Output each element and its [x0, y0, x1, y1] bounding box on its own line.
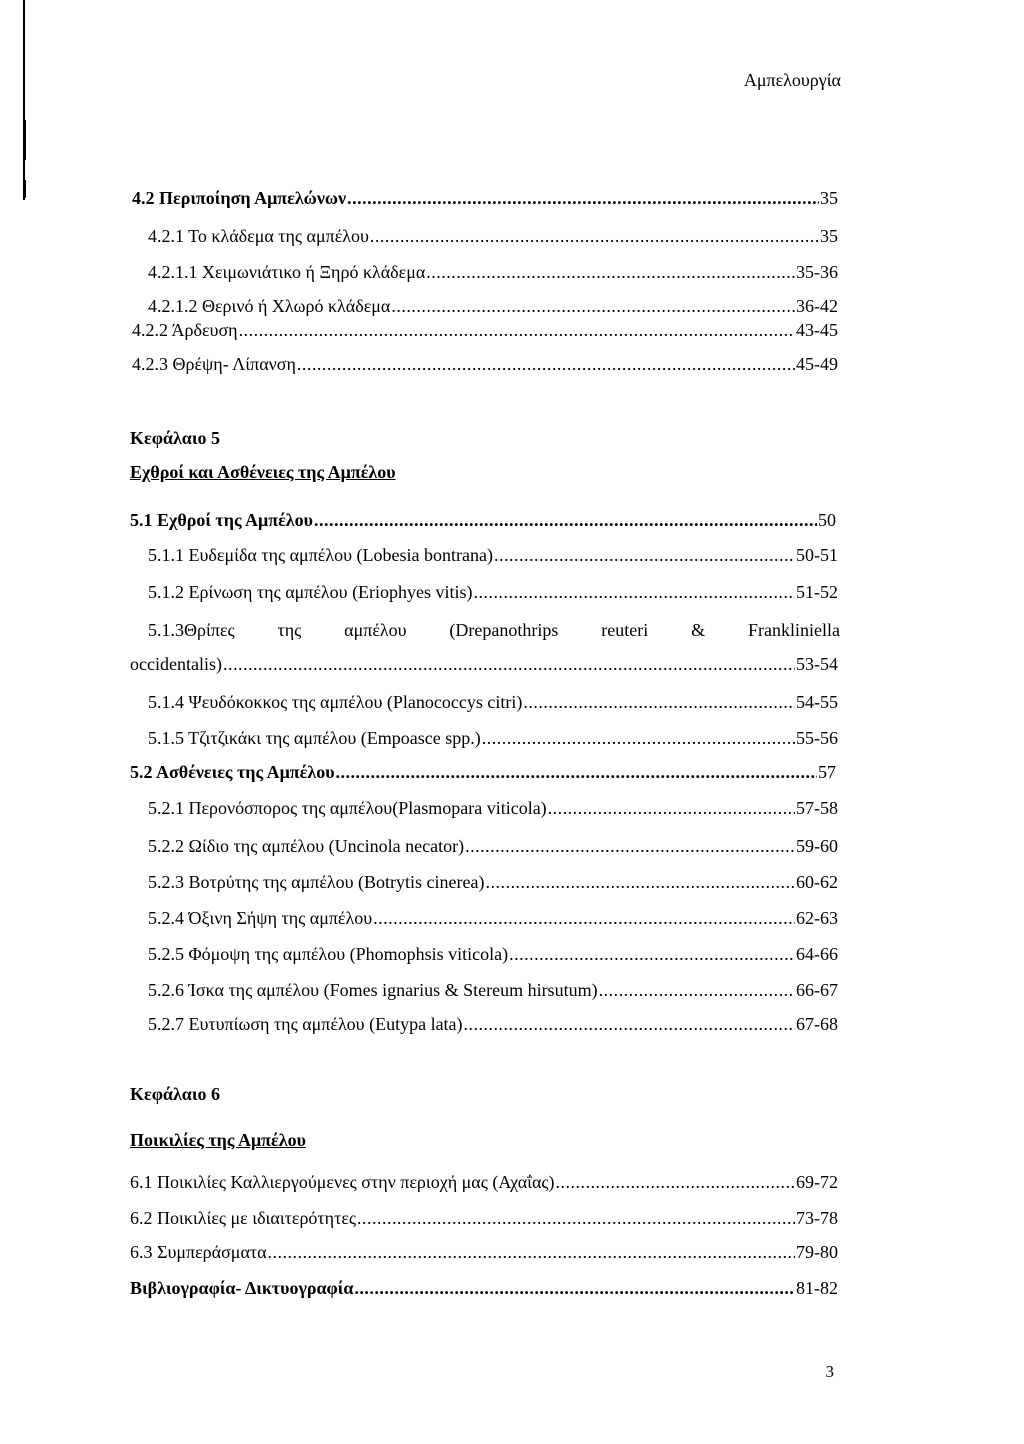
scan-margin-line — [23, 0, 25, 200]
leader-dots — [465, 836, 795, 857]
leader-dots — [523, 692, 795, 713]
leader-dots — [336, 762, 817, 783]
toc-entry[interactable] — [130, 1278, 838, 1304]
toc-entry-page: 79-80 — [796, 1242, 838, 1262]
toc-entry-label: 5.2.6 Ίσκα της αμπέλου (Fomes ignarius & Stereum hirsutum) — [148, 980, 598, 1000]
toc-entry-page: 66-67 — [796, 980, 838, 1000]
toc-entry-page: 54-55 — [796, 692, 838, 712]
chapter-subtitle: Ποικιλίες της Αμπέλου — [130, 1130, 306, 1150]
scan-margin-mark — [23, 180, 26, 198]
toc-entry-page: 50 — [818, 510, 836, 530]
toc-entry[interactable] — [132, 188, 838, 214]
leader-dots — [297, 354, 795, 375]
toc-entry-label: 5.1.1 Ευδεμίδα της αμπέλου (Lobesia bontrana) — [148, 545, 493, 565]
toc-entry-page: 73-78 — [796, 1208, 838, 1228]
toc-entry-label: Βιβλιογραφία- Δικτυογραφία — [130, 1278, 354, 1298]
leader-dots — [556, 1172, 795, 1193]
scan-margin-mark — [23, 120, 26, 160]
leader-dots — [314, 510, 817, 531]
running-header: Αμπελουργία — [743, 70, 841, 90]
leader-dots — [482, 728, 795, 749]
leader-dots — [548, 798, 795, 819]
toc-entry[interactable] — [148, 908, 838, 934]
leader-dots — [354, 1278, 795, 1299]
toc-entry-label: 5.2.5 Φόμοψη της αμπέλου (Phomophsis viticola) — [148, 944, 509, 964]
toc-entry-page: 35 — [820, 188, 838, 208]
toc-entry-label: 4.2.1.1 Χειμωνιάτικο ή Ξηρό κλάδεμα — [148, 262, 426, 282]
toc-entry-page: 57-58 — [796, 798, 838, 818]
chapter-title: Κεφάλαιο 6 — [130, 1084, 220, 1104]
toc-entry[interactable] — [130, 1242, 838, 1268]
toc-entry-page: 45-49 — [796, 354, 838, 374]
toc-entry-page: 64-66 — [796, 944, 838, 964]
toc-entry-page: 81-82 — [796, 1278, 838, 1298]
toc-entry-page: 59-60 — [796, 836, 838, 856]
leader-dots — [474, 582, 795, 603]
toc-entry-page: 62-63 — [796, 908, 838, 928]
toc-entry-label: 5.1.2 Ερίνωση της αμπέλου (Eriophyes vitis) — [148, 582, 473, 602]
toc-entry-label: 4.2.2 Άρδευση — [132, 320, 238, 340]
toc-entry-label: 4.2.1.2 Θερινό ή Χλωρό κλάδεμα — [148, 296, 391, 316]
toc-entry-label: 6.1 Ποικιλίες Καλλιεργούμενες στην περιοχή μας (Αχαΐας) — [130, 1172, 555, 1192]
toc-entry-label: 4.2 Περιποίηση Αμπελώνων — [132, 188, 347, 208]
toc-entry-label: occidentalis) — [130, 654, 222, 674]
toc-entry[interactable] — [130, 1172, 838, 1198]
leader-dots — [426, 262, 795, 283]
toc-entry-label: 5.2.1 Περονόσπορος της αμπέλου(Plasmopara viticola) — [148, 798, 547, 818]
leader-dots — [486, 872, 796, 893]
toc-entry[interactable] — [130, 762, 836, 788]
toc-entry[interactable] — [130, 510, 836, 536]
toc-entry[interactable] — [148, 545, 838, 571]
toc-entry-page: 53-54 — [796, 654, 838, 674]
toc-entry[interactable] — [148, 296, 838, 322]
toc-entry-wrapped-line[interactable]: 5.1.3Θρίπες της αμπέλου (Drepanothrips reuteri & Frankliniella — [148, 620, 840, 640]
leader-dots — [239, 320, 795, 341]
leader-dots — [373, 908, 795, 929]
toc-entry-page: 67-68 — [796, 1014, 838, 1034]
toc-entry-label: 6.2 Ποικιλίες με ιδιαιτερότητες — [130, 1208, 357, 1228]
toc-entry[interactable] — [132, 320, 838, 346]
toc-entry-label: 5.2.4 Όξινη Σήψη της αμπέλου — [148, 908, 373, 928]
toc-entry-page: 35 — [820, 226, 838, 246]
toc-entry-page: 43-45 — [796, 320, 838, 340]
leader-dots — [494, 545, 795, 566]
toc-entry[interactable] — [148, 692, 838, 718]
toc-entry[interactable] — [148, 872, 838, 898]
toc-entry-page: 55-56 — [796, 728, 838, 748]
toc-entry-label: 5.2.2 Ωίδιο της αμπέλου (Uncinola necator) — [148, 836, 465, 856]
toc-entry-page: 36-42 — [796, 296, 838, 316]
toc-entry[interactable] — [148, 728, 838, 754]
toc-entry-label: 4.2.1 Το κλάδεμα της αμπέλου — [148, 226, 369, 246]
toc-entry[interactable] — [148, 798, 838, 824]
leader-dots — [223, 654, 795, 675]
leader-dots — [357, 1208, 795, 1229]
toc-entry[interactable] — [148, 262, 838, 288]
toc-entry-label: 5.2.3 Βοτρύτης της αμπέλου (Botrytis cinerea) — [148, 872, 485, 892]
toc-entry-label: 5.1.4 Ψευδόκοκκος της αμπέλου (Planococcys citri) — [148, 692, 523, 712]
toc-entry-page: 51-52 — [796, 582, 838, 602]
chapter-title: Κεφάλαιο 5 — [130, 428, 220, 448]
toc-entry[interactable] — [130, 654, 838, 680]
toc-entry-label: 5.2 Ασθένειες της Αμπέλου — [130, 762, 335, 782]
leader-dots — [370, 226, 819, 247]
toc-entry-label: 5.1.5 Τζιτζικάκι της αμπέλου (Empoasce spp.) — [148, 728, 481, 748]
toc-entry[interactable] — [148, 836, 838, 862]
toc-entry-page: 69-72 — [796, 1172, 838, 1192]
toc-entry-label: 5.1 Εχθροί της Αμπέλου — [130, 510, 313, 530]
leader-dots — [509, 944, 795, 965]
toc-entry[interactable] — [130, 1208, 838, 1234]
toc-entry[interactable] — [148, 980, 838, 1006]
toc-entry-label: 4.2.3 Θρέψη- Λίπανση — [132, 354, 296, 374]
chapter-subtitle: Εχθροί και Ασθένειες της Αμπέλου — [130, 462, 396, 482]
leader-dots — [599, 980, 795, 1001]
toc-entry-page: 60-62 — [796, 872, 838, 892]
toc-entry[interactable] — [148, 226, 838, 252]
toc-entry-page: 50-51 — [796, 545, 838, 565]
toc-entry[interactable] — [148, 944, 838, 970]
leader-dots — [391, 296, 795, 317]
toc-entry[interactable] — [148, 582, 838, 608]
leader-dots — [268, 1242, 795, 1263]
leader-dots — [464, 1014, 795, 1035]
toc-entry-page: 57 — [818, 762, 836, 782]
toc-entry[interactable] — [148, 1014, 838, 1040]
toc-entry-label: 6.3 Συμπεράσματα — [130, 1242, 267, 1262]
toc-entry-page: 35-36 — [796, 262, 838, 282]
leader-dots — [347, 188, 819, 209]
toc-entry[interactable] — [132, 354, 838, 380]
toc-entry-label: 5.2.7 Ευτυπίωση της αμπέλου (Eutypa lata) — [148, 1014, 463, 1034]
page-number: 3 — [825, 1362, 834, 1381]
